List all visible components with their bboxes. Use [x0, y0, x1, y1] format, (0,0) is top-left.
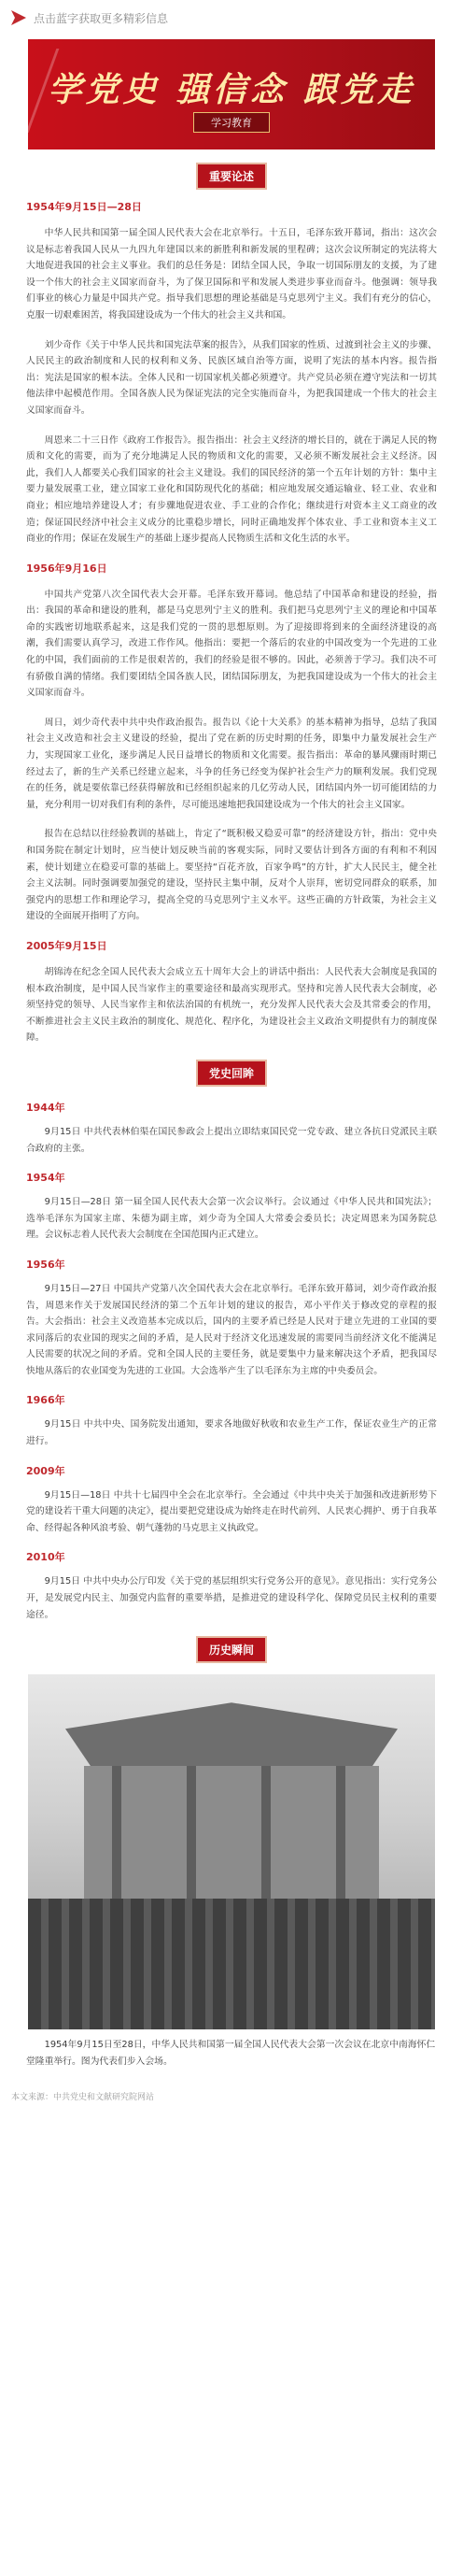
history-item: 9月15日 中共中央、国务院发出通知，要求各地做好秋收和农业生产工作，保证农业生产的正常进行。 — [26, 1419, 437, 1447]
year-heading: 1944年 — [26, 1101, 65, 1114]
paragraph: 报告在总结以往经验教训的基础上，肯定了“既积极又稳妥可靠”的经济建设方针，指出：党中央和国务院在制定计划时，应当使计划反映当前的客观实际，同时又要估计到各方面的有利和不利因素，使计划建立在稳妥可靠的基础上。要坚持“百花齐放，百家争鸣”的方针，扩大人民民主，健全社会主义法制。同时强调要加强党的建设，坚持民主集中制，反对个人崇拜，密切党同群众的联系，加强党内的思想工作和理论学习，提高全党的马克思列宁主义水平。这些正确的方针政策，为社会主义建设的全面展开指明了方向。 — [26, 829, 437, 922]
banner-title: 学党史 强信念 跟党走 — [48, 70, 415, 109]
follow-link-text[interactable]: 点击蓝字获取更多精彩信息 — [34, 11, 169, 25]
year-heading: 1954年 — [26, 1172, 65, 1185]
paragraph: 周日，刘少奇代表中共中央作政治报告。报告以《论十大关系》的基本精神为指导，总结了我国社会主义改造和社会主义建设的经验，提出了党在新的历史时期的任务，即集中力量发展社会生产力，实现国家工业化，逐步满足人民日益增长的物质和文化需要。报告指出：革命的暴风骤雨时期已经过去了，新的生产关系已经建立起来，斗争的任务已经变为保护社会生产力的顺利发展。我们党现在的任务，就是要依靠已经获得解放和已经组织起来的几亿劳动人民，团结国内外一切可能团结的力量，充分利用一切对我们有利的条件，尽可能迅速地把我国建设成为一个伟大的社会主义国家。 — [26, 717, 437, 810]
paragraph: 周恩来二十三日作《政府工作报告》。报告指出：社会主义经济的增长目的，就在于满足人民的物质和文化的需要，而为了充分地满足人民的物质和文化的需要，又必须不断发展社会主义经济。因此，我们人人都要关心我们国家的社会主义建设。我们的国民经济的第一个五年计划的方针：集中主要力量发展重工业，建立国家工业化和国防现代化的基础；相应地发展交通运输业、轻工业、农业和商业；相应地培养建设人才；有步骤地促进农业、手工业的合作化；继续进行对资本主义工商业的改造；保证国民经济中社会主义成分的比重稳步增长，同时正确地发挥个体农业、手工业和资本主义工商业的作用；保证在发展生产的基础上逐步提高人民物质生活和文化生活的水平。 — [26, 434, 437, 545]
history-item: 9月15日 中共中央办公厅印发《关于党的基层组织实行党务公开的意见》。意见指出：实行党务公开，是发展党内民主、加强党内监督的重要举措，是推进党的建设科学化、保障党员民主权利的重要途径。 — [26, 1576, 437, 1620]
paragraph: 中国共产党第八次全国代表大会开幕。毛泽东致开幕词。他总结了中国革命和建设的经验，指出：我国的革命和建设的胜利，都是马克思列宁主义的胜利。我们把马克思列宁主义的理论和中国革命的实践密切地联系起来，这是我们党的一贯的思想原则。为了迎接即将到来的全面经济建设的高潮，我们需要认真学习，改进工作作风。他指出：要把一个落后的农业的中国改变为一个先进的工业化的中国，我们面前的工作是很艰苦的，我们的经验是很不够的。因此，必须善于学习。我们决不可有骄傲自满的情绪。我们要团结全国各族人民，团结国际朋友，为把我国建设成为一个伟大的社会主义国家而奋斗。 — [26, 589, 437, 699]
banner-subtitle: 学习教育 — [193, 112, 270, 133]
history-item: 9月15日—18日 中共十七届四中全会在北京举行。全会通过《中共中央关于加强和改进新形势下党的建设若干重大问题的决定》，提出要把党建设成为始终走在时代前列、人民衷心拥护、勇于自我革命、经得起各种风浪考验、朝气蓬勃的马克思主义执政党。 — [26, 1489, 437, 1533]
paragraph: 中华人民共和国第一届全国人民代表大会在北京举行。十五日，毛泽东致开幕词，指出：这次会议是标志着我国人民从一九四九年建国以来的新胜利和新发展的里程碑；这次会议所制定的宪法将大大地促进我国的社会主义事业。我们的总任务是：团结全国人民，争取一切国际朋友的支援，为了建设一个伟大的社会主义国家而奋斗，为了保卫国际和平和发展人类进步事业而奋斗。他强调：领导我们事业的核心力量是中国共产党。指导我们思想的理论基础是马克思列宁主义。我们有充分的信心，克服一切艰难困苦，将我国建设成为一个伟大的社会主义共和国。 — [26, 228, 437, 320]
banner-image — [28, 39, 435, 149]
history-item: 9月15日—27日 中国共产党第八次全国代表大会在北京举行。毛泽东致开幕词，刘少奇作政治报告，周恩来作关于发展国民经济的第二个五年计划的建议的报告，邓小平作关于修改党的章程的报告。大会指出：社会主义改造基本完成以后，国内的主要矛盾已经是人民对于建立先进的工业国的要求同落后的农业国的现实之间的矛盾，是人民对于经济文化迅速发展的需要同当前经济文化不能满足人民需要的状况之间的矛盾。党和全国人民的主要任务，就是要集中力量来解决这个矛盾，把我国尽快地从落后的农业国变为先进的工业国。大会选举产生了以毛泽东为主席的中央委员会。 — [26, 1283, 437, 1376]
source-note: 本文来源：中共党史和文献研究院网站 — [11, 2093, 155, 2103]
section-tag-important: 重要论述 — [196, 163, 267, 190]
arrow-icon — [9, 8, 28, 27]
section-tag-moment: 历史瞬间 — [196, 1636, 267, 1663]
follow-link[interactable] — [0, 0, 463, 34]
history-item: 9月15日 中共代表林伯渠在国民参政会上提出立即结束国民党一党专政、建立各抗日党派民主联合政府的主张。 — [26, 1126, 437, 1154]
date-heading: 1956年9月16日 — [26, 562, 107, 575]
year-heading: 2010年 — [26, 1551, 65, 1564]
year-heading: 1966年 — [26, 1394, 65, 1407]
year-heading: 1956年 — [26, 1258, 65, 1271]
year-heading: 2009年 — [26, 1464, 65, 1477]
paragraph: 胡锦涛在纪念全国人民代表大会成立五十周年大会上的讲话中指出：人民代表大会制度是我国的根本政治制度，是中国人民当家作主的重要途径和最高实现形式。坚持和完善人民代表大会制度，必须坚持党的领导、人民当家作主和依法治国的有机统一，充分发挥人民代表大会及其常委会的作用，不断推进社会主义民主政治的制度化、规范化、程序化，为建设社会主义政治文明提供有力的制度保障。 — [26, 966, 437, 1044]
historical-photo — [28, 1674, 435, 2029]
history-item: 9月15日—28日 第一届全国人民代表大会第一次会议举行。会议通过《中华人民共和国宪法》；选举毛泽东为国家主席、朱德为副主席，刘少奇为全国人大常委会委员长；决定周恩来为国务院总理。会议标志着人民代表大会制度在全国范围内正式建立。 — [26, 1197, 437, 1241]
date-heading: 2005年9月15日 — [26, 939, 107, 952]
paragraph: 刘少奇作《关于中华人民共和国宪法草案的报告》，从我们国家的性质、过渡到社会主义的步骤、人民民主的政治制度和人民的权利和义务、民族区域自治等方面，说明了宪法的基本内容。报告指出：宪法是国家的根本法。全体人民和一切国家机关都必须遵守。共产党员必须在遵守宪法和一切其他法律中起模范作用。全国各族人民为保证宪法的完全实施而奋斗，为把我国建成一个伟大的社会主义国家而奋斗。 — [26, 339, 437, 416]
photo-caption: 1954年9月15日至28日，中华人民共和国第一届全国人民代表大会第一次会议在北京中南海怀仁堂隆重举行。图为代表们步入会场。 — [26, 2040, 436, 2067]
section-tag-history: 党史回眸 — [196, 1060, 267, 1087]
date-heading: 1954年9月15日—28日 — [26, 201, 142, 213]
